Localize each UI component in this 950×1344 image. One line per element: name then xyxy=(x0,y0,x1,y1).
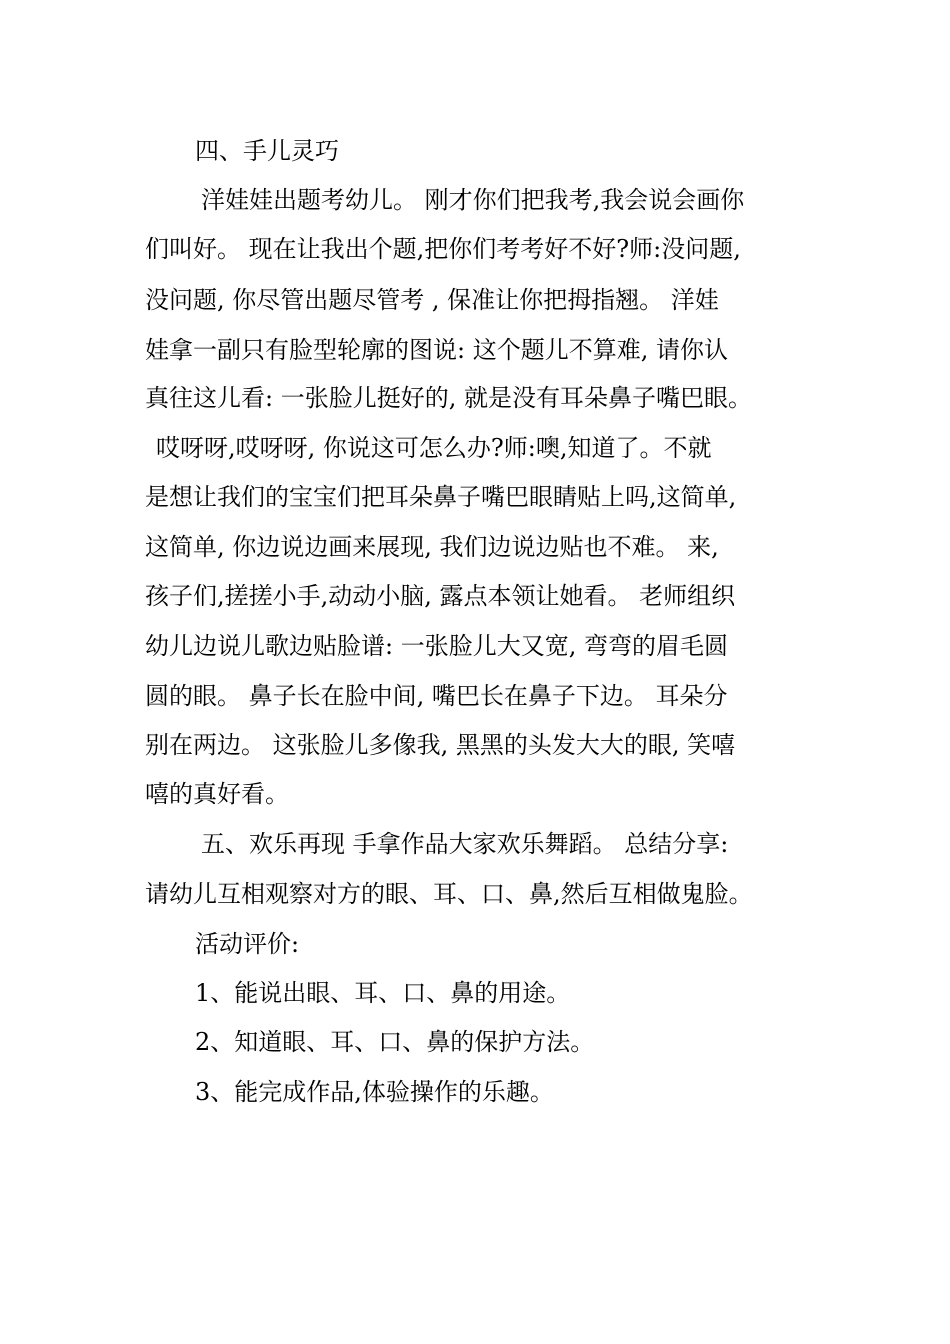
paragraph-line: 没问题, 你尽管出题尽管考 , 保准让你把拇指翘。 洋娃 xyxy=(145,286,719,314)
paragraph-line: 这简单, 你边说边画来展现, 我们边说边贴也不难。 来, xyxy=(145,533,719,561)
list-item: 3、能完成作品,体验操作的乐趣。 xyxy=(195,1078,554,1106)
paragraph-line: 幼儿边说儿歌边贴脸谱: 一张脸儿大又宽, 弯弯的眉毛圆 xyxy=(145,632,728,660)
list-item: 1、能说出眼、耳、口、鼻的用途。 xyxy=(195,979,571,1007)
paragraph-line: 别在两边。 这张脸儿多像我, 黑黑的头发大大的眼, 笑嘻 xyxy=(145,731,736,759)
paragraph-line: 哎呀呀,哎呀呀, 你说这可怎么办?师:噢,知道了。不就 xyxy=(156,434,712,462)
paragraph-line: 孩子们,搓搓小手,动动小脑, 露点本领让她看。 老师组织 xyxy=(145,582,736,610)
list-item: 2、知道眼、耳、口、鼻的保护方法。 xyxy=(195,1028,595,1056)
paragraph-line: 们叫好。 现在让我出个题,把你们考考好不好?师:没问题, xyxy=(145,235,741,263)
section-heading: 五、欢乐再现 手拿作品大家欢乐舞蹈。 总结分享: xyxy=(201,830,729,858)
paragraph-line: 洋娃娃出题考幼儿。 刚才你们把我考,我会说会画你 xyxy=(201,186,745,214)
paragraph-line: 是想让我们的宝宝们把耳朵鼻子嘴巴眼睛贴上吗,这简单, xyxy=(145,483,737,511)
paragraph-line: 嘻的真好看。 xyxy=(145,780,289,808)
paragraph-line: 娃拿一副只有脸型轮廓的图说: 这个题儿不算难, 请你认 xyxy=(145,336,728,364)
section-heading: 四、手儿灵巧 xyxy=(195,137,339,165)
paragraph-line: 圆的眼。 鼻子长在脸中间, 嘴巴长在鼻子下边。 耳朵分 xyxy=(145,682,728,710)
evaluation-heading: 活动评价: xyxy=(195,930,300,958)
paragraph-line: 请幼儿互相观察对方的眼、耳、口、鼻,然后互相做鬼脸。 xyxy=(145,880,753,908)
paragraph-line: 真往这儿看: 一张脸儿挺好的, 就是没有耳朵鼻子嘴巴眼。 xyxy=(145,384,752,412)
